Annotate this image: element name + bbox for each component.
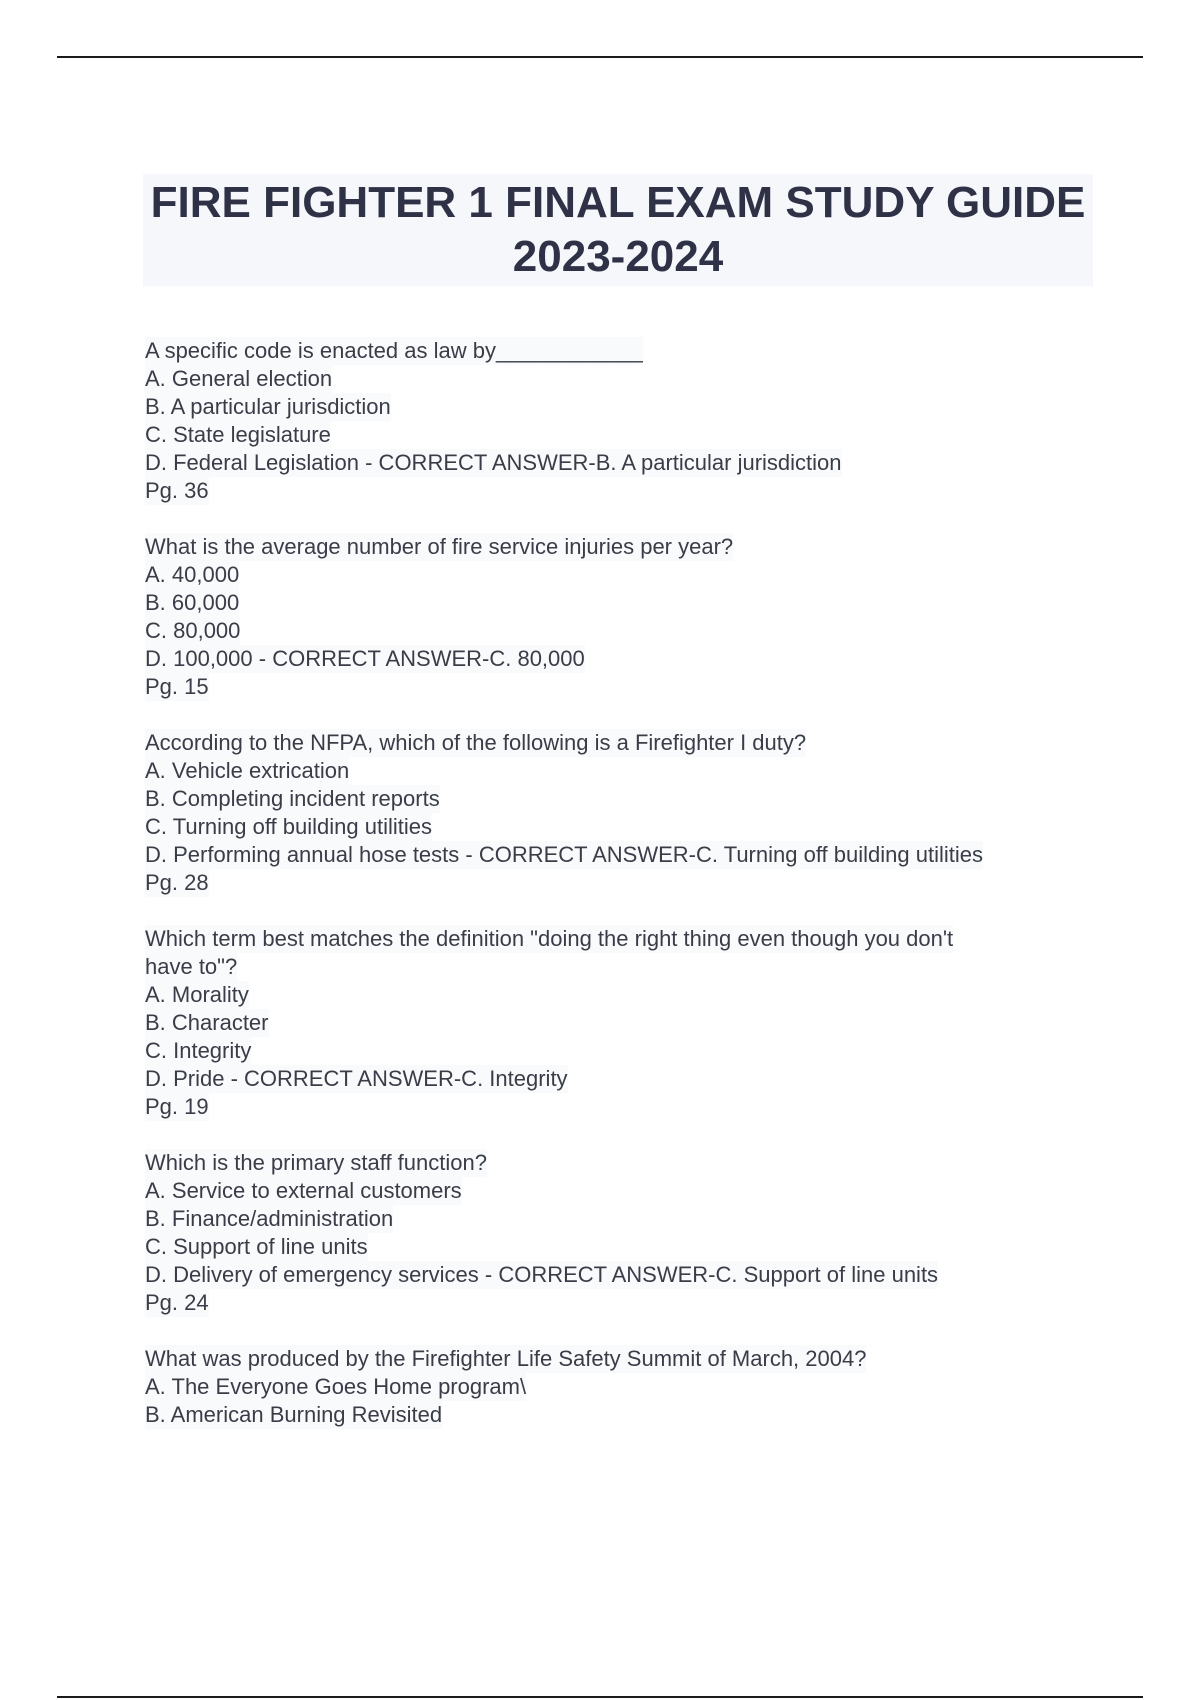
answer-option: C. Support of line units: [145, 1234, 368, 1259]
question-block: [145, 337, 1105, 505]
question-block: [145, 925, 1105, 1121]
answer-option: A. General election: [145, 366, 333, 391]
question-text-continued: have to"?: [145, 954, 238, 979]
answer-option: B. A particular jurisdiction: [145, 394, 391, 419]
page-title: FIRE FIGHTER 1 FINAL EXAM STUDY GUIDE 2023-2024: [150, 178, 1086, 281]
answer-option: B. 60,000: [145, 590, 240, 615]
answer-option: B. Character: [145, 1010, 269, 1035]
page-reference: Pg. 36: [145, 478, 209, 503]
question-text: A specific code is enacted as law by____________: [145, 338, 643, 363]
answer-option: A. Service to external customers: [145, 1178, 462, 1203]
top-rule: [57, 56, 1143, 58]
question-text: Which is the primary staff function?: [145, 1150, 487, 1175]
answer-option-with-correct-answer: D. Federal Legislation - CORRECT ANSWER-B. A particular jurisdiction: [145, 450, 842, 475]
answer-option: A. The Everyone Goes Home program\: [145, 1374, 527, 1399]
question-block: [145, 1345, 1105, 1429]
page-reference: Pg. 19: [145, 1094, 209, 1119]
question-block: [145, 1149, 1105, 1317]
question-text: Which term best matches the definition "doing the right thing even though you don't: [145, 926, 954, 951]
answer-option-with-correct-answer: D. Performing annual hose tests - CORRECT ANSWER-C. Turning off building utilities: [145, 842, 983, 867]
answer-option: C. 80,000: [145, 618, 241, 643]
page-reference: Pg. 15: [145, 674, 209, 699]
question-block: [145, 533, 1105, 701]
answer-option: B. American Burning Revisited: [145, 1402, 443, 1427]
answer-option-with-correct-answer: D. Pride - CORRECT ANSWER-C. Integrity: [145, 1066, 568, 1091]
answer-option: C. Turning off building utilities: [145, 814, 432, 839]
page-reference: Pg. 24: [145, 1290, 209, 1315]
question-text: According to the NFPA, which of the following is a Firefighter I duty?: [145, 730, 807, 755]
answer-option: A. Vehicle extrication: [145, 758, 350, 783]
answer-option: C. State legislature: [145, 422, 331, 447]
question-text: What was produced by the Firefighter Life Safety Summit of March, 2004?: [145, 1346, 867, 1371]
bottom-rule: [57, 1696, 1143, 1698]
answer-option: C. Integrity: [145, 1038, 252, 1063]
answer-option-with-correct-answer: D. 100,000 - CORRECT ANSWER-C. 80,000: [145, 646, 585, 671]
question-list: [145, 337, 1105, 1457]
answer-option: A. Morality: [145, 982, 249, 1007]
title-banner: [143, 174, 1093, 286]
answer-option-with-correct-answer: D. Delivery of emergency services - CORRECT ANSWER-C. Support of line units: [145, 1262, 939, 1287]
page-reference: Pg. 28: [145, 870, 209, 895]
question-text: What is the average number of fire service injuries per year?: [145, 534, 734, 559]
answer-option: A. 40,000: [145, 562, 240, 587]
question-block: [145, 729, 1105, 897]
answer-option: B. Completing incident reports: [145, 786, 440, 811]
answer-option: B. Finance/administration: [145, 1206, 394, 1231]
